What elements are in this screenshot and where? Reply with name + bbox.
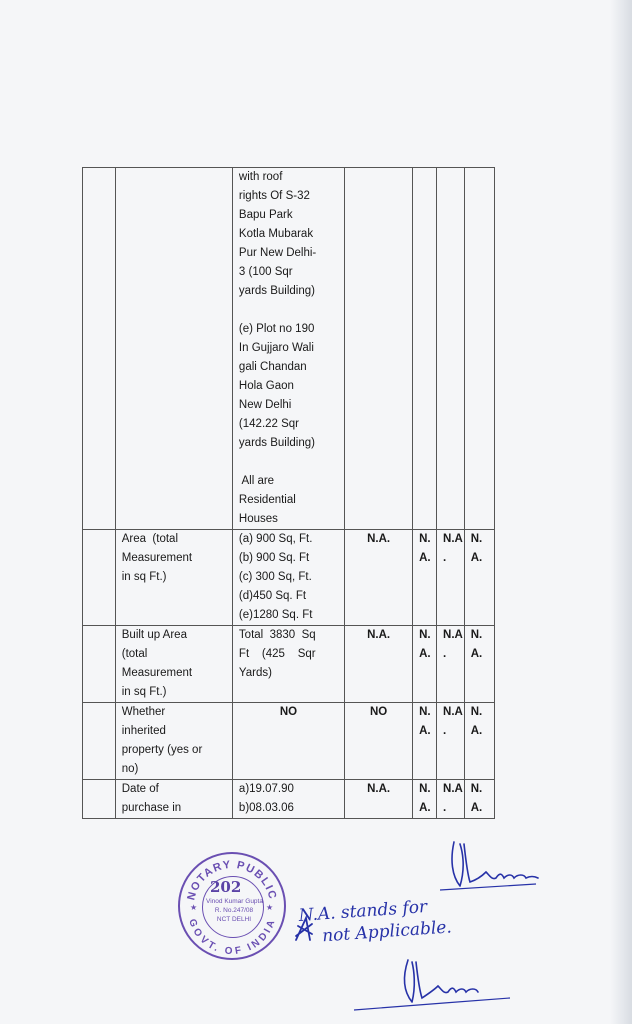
notary-stamp: [178, 852, 286, 960]
na-note-line-1: N.A. stands for: [298, 897, 428, 926]
item-cell: [115, 168, 232, 530]
dependent1-cell: [413, 703, 437, 780]
dependent2-value: N.A .: [443, 533, 463, 564]
self-text-line: Kotla Mubarak: [238, 228, 314, 240]
self-text-line: NO: [279, 706, 298, 718]
star-icon: ★: [190, 903, 198, 912]
self-text-line: Yards): [238, 667, 272, 679]
item-text-line: Whether: [121, 706, 166, 718]
serial-cell: [83, 703, 116, 780]
self-text-line: b)08.03.06: [238, 802, 294, 814]
self-text-line: Total 3830 Sq: [238, 629, 316, 641]
dependent2-value: N.A .: [443, 783, 463, 814]
table-row: [83, 703, 495, 780]
item-text-line: Date of: [121, 783, 159, 795]
serial-cell: [83, 168, 116, 530]
item-cell: [115, 626, 232, 703]
spouse-cell: N.A.: [345, 530, 413, 626]
spouse-cell: N.A.: [345, 780, 413, 819]
dependent1-value: N. A.: [419, 629, 431, 660]
stamp-top-text: NOTARY PUBLIC: [185, 858, 279, 902]
self-text-line: 3 (100 Sqr: [238, 266, 293, 278]
signature-bottom: [350, 952, 520, 1016]
signature-top: [440, 836, 550, 896]
self-text-line: (e)1280 Sq. Ft: [238, 609, 313, 621]
spouse-cell: [345, 168, 413, 530]
blank-line: [239, 453, 338, 472]
self-cell: [232, 626, 344, 703]
item-cell: [115, 530, 232, 626]
item-text-line: (total: [121, 648, 148, 660]
dependent1-value: N. A.: [419, 783, 431, 814]
serial-cell: [83, 780, 116, 819]
item-text-line: Area (total: [121, 533, 178, 545]
self-text-line: a)19.07.90: [238, 783, 294, 795]
na-note: [298, 891, 501, 949]
dependent2-cell: [437, 703, 465, 780]
item-text-line: property (yes or: [121, 744, 203, 756]
self-text-line: rights Of S-32: [238, 190, 310, 202]
dependent3-cell: N.A.: [464, 626, 494, 703]
self-text-line: (e) Plot no 190: [238, 323, 315, 335]
stamp-registration: R. No.247/08: [214, 907, 254, 914]
dependent2-value: N.A .: [443, 629, 463, 660]
self-text-line: All are: [238, 475, 275, 487]
table-row: [83, 626, 495, 703]
self-text-line: (142.22 Sqr: [238, 418, 300, 430]
self-text-line: (c) 300 Sq, Ft.: [238, 571, 312, 583]
item-cell: [115, 703, 232, 780]
na-note-line-2: not Applicable.: [321, 917, 453, 947]
self-text-line: Pur New Delhi-: [238, 247, 317, 259]
dependent3-cell: N.A.: [464, 780, 494, 819]
item-cell: [115, 780, 232, 819]
dependent1-cell: [413, 626, 437, 703]
assets-table: [82, 167, 495, 819]
spouse-cell: N.A.: [345, 626, 413, 703]
self-text-line: yards Building): [238, 437, 315, 449]
dependent3-cell: N.A.: [464, 703, 494, 780]
self-text-line: Houses: [238, 513, 278, 525]
self-cell: [232, 530, 344, 626]
self-text-line: (b) 900 Sq. Ft: [238, 552, 310, 564]
serial-cell: [83, 626, 116, 703]
self-text-line: yards Building): [238, 285, 315, 297]
dependent1-cell: [413, 780, 437, 819]
dependent2-value: N.A .: [443, 706, 463, 737]
self-cell: [232, 780, 344, 819]
star-icon: ★: [266, 903, 274, 912]
item-text-line: Measurement: [121, 552, 193, 564]
table-row: [83, 530, 495, 626]
stamp-bottom-text: GOVT. OF INDIA: [186, 917, 278, 958]
self-text-line: Residential: [238, 494, 296, 506]
self-text-line: New Delhi: [238, 399, 292, 411]
self-text-line: (d)450 Sq. Ft: [238, 590, 307, 602]
dependent2-cell: [437, 626, 465, 703]
dependent1-value: N. A.: [419, 533, 431, 564]
self-text-line: with roof: [238, 171, 283, 183]
item-text-line: purchase in: [121, 802, 182, 814]
dependent1-cell: [413, 168, 437, 530]
table-row: [83, 780, 495, 819]
blank-line: [239, 301, 338, 320]
item-text-line: in sq Ft.): [121, 686, 167, 698]
item-text-line: inherited: [121, 725, 166, 737]
self-text-line: In Gujjaro Wali: [238, 342, 314, 354]
serial-cell: [83, 530, 116, 626]
self-text-line: Ft (425 Sqr: [238, 648, 316, 660]
page-edge-shadow: [610, 0, 632, 1024]
table-row: [83, 168, 495, 530]
item-text-line: Built up Area: [121, 629, 187, 641]
self-text-line: Hola Gaon: [238, 380, 294, 392]
stamp-city: NCT DELHI: [216, 916, 252, 923]
dependent2-cell: [437, 530, 465, 626]
dependent3-cell: [464, 168, 494, 530]
dependent1-cell: [413, 530, 437, 626]
item-text-line: in sq Ft.): [121, 571, 167, 583]
item-text-line: no): [121, 763, 139, 775]
dependent2-cell: [437, 780, 465, 819]
self-cell: [232, 703, 344, 780]
spouse-cell: NO: [345, 703, 413, 780]
item-text-line: Measurement: [121, 667, 193, 679]
self-text-line: Bapu Park: [238, 209, 293, 221]
dependent2-cell: [437, 168, 465, 530]
dependent3-cell: N.A.: [464, 530, 494, 626]
self-text-line: gali Chandan: [238, 361, 307, 373]
stamp-notary-name: Vinod Kumar Gupta: [206, 898, 263, 905]
self-cell: [232, 168, 344, 530]
stamp-number: 202: [210, 878, 242, 896]
dependent1-value: N. A.: [419, 706, 431, 737]
self-text-line: (a) 900 Sq, Ft.: [238, 533, 313, 545]
